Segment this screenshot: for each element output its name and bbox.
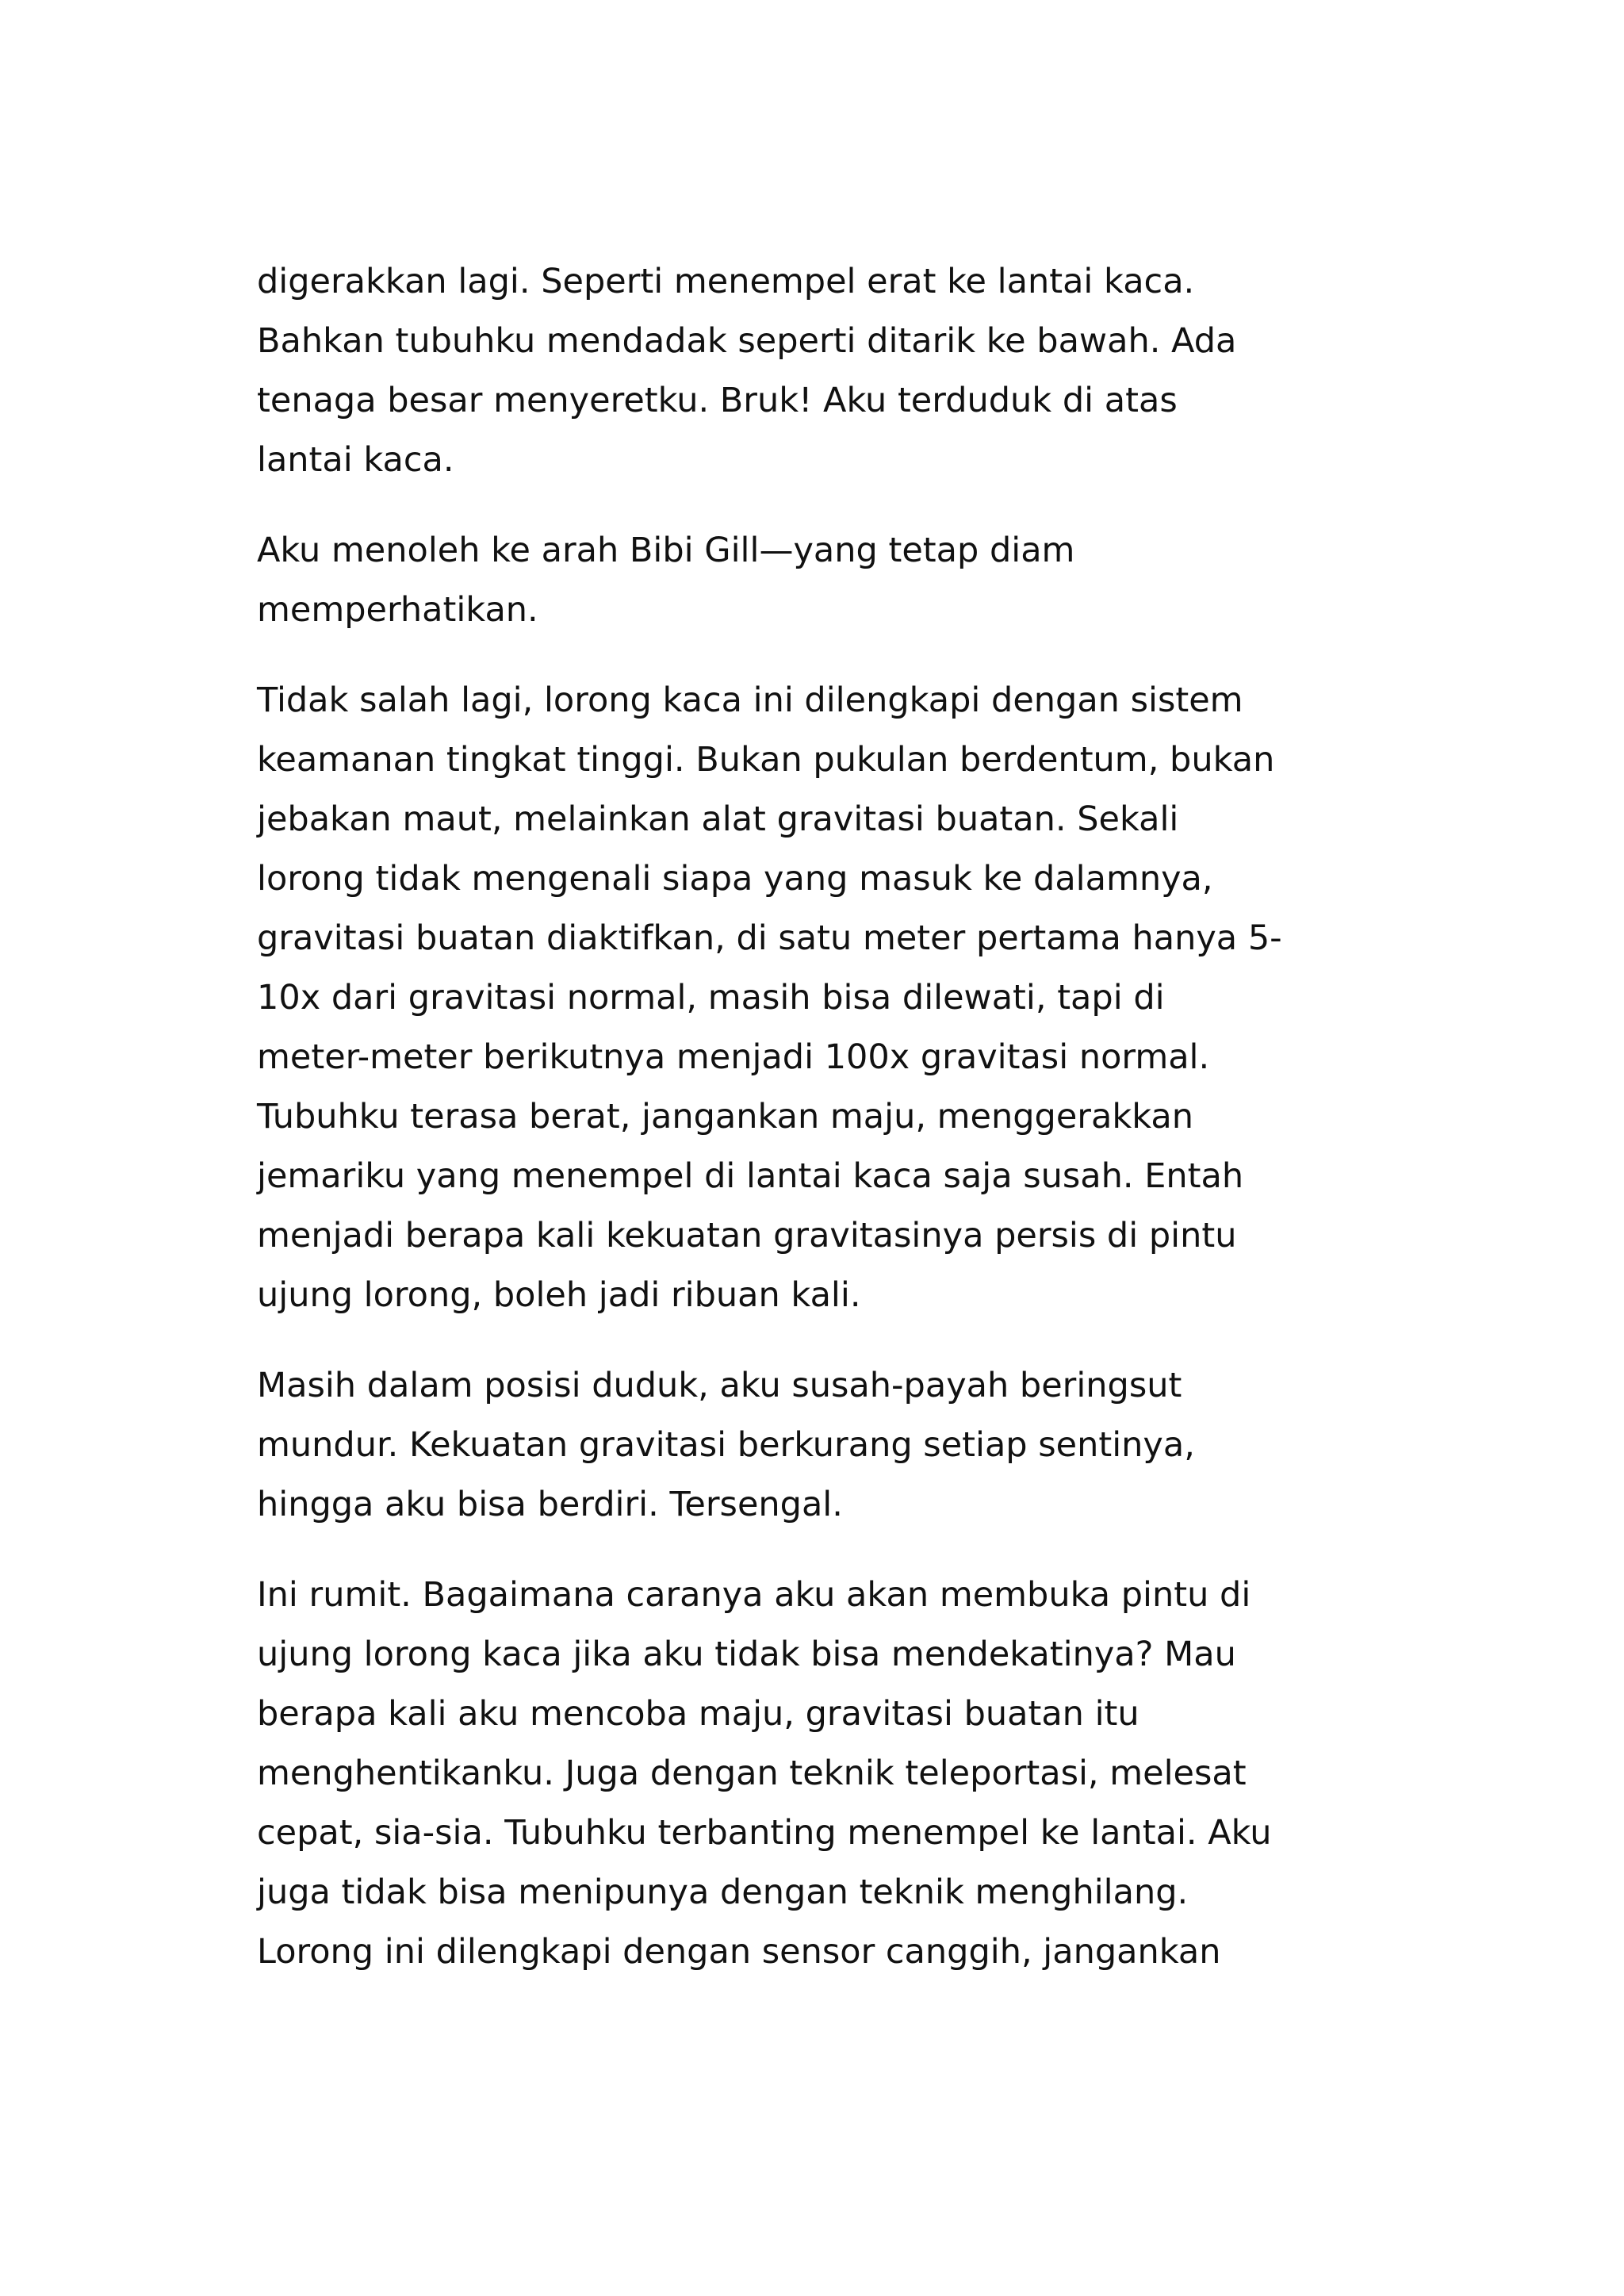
text-line: keamanan tingkat tinggi. Bukan pukulan berdentum, bukan <box>257 740 1275 780</box>
text-line: jemariku yang menempel di lantai kaca saja susah. Entah <box>257 1156 1244 1196</box>
text-line: juga tidak bisa menipunya dengan teknik menghilang. <box>257 1872 1189 1912</box>
paragraph-1 <box>257 252 1383 490</box>
text-line: berapa kali aku mencoba maju, gravitasi buatan itu <box>257 1694 1139 1734</box>
text-line: menghentikanku. Juga dengan teknik teleportasi, melesat <box>257 1754 1247 1793</box>
text-line: Ini rumit. Bagaimana caranya aku akan membuka pintu di <box>257 1575 1251 1615</box>
text-line: hingga aku bisa berdiri. Tersengal. <box>257 1485 843 1524</box>
text-line: gravitasi buatan diaktifkan, di satu meter pertama hanya 5- <box>257 918 1282 958</box>
text-line: Aku menoleh ke arah Bibi Gill—yang tetap diam <box>257 531 1075 570</box>
text-line: Bahkan tubuhku mendadak seperti ditarik ke bawah. Ada <box>257 321 1237 361</box>
text-line: meter-meter berikutnya menjadi 100x gravitasi normal. <box>257 1037 1210 1077</box>
text-line: cepat, sia-sia. Tubuhku terbanting menempel ke lantai. Aku <box>257 1813 1272 1853</box>
paragraph-3 <box>257 671 1383 1325</box>
body-text <box>257 252 1383 2013</box>
paragraph-5 <box>257 1566 1383 1982</box>
text-line: tenaga besar menyeretku. Bruk! Aku terduduk di atas <box>257 381 1178 420</box>
text-line: lorong tidak mengenali siapa yang masuk ke dalamnya, <box>257 859 1213 899</box>
paragraph-2 <box>257 521 1383 640</box>
text-line: ujung lorong, boleh jadi ribuan kali. <box>257 1275 861 1315</box>
text-line: menjadi berapa kali kekuatan gravitasinya persis di pintu <box>257 1216 1237 1255</box>
text-line: lantai kaca. <box>257 440 454 480</box>
text-line: mundur. Kekuatan gravitasi berkurang setiap sentinya, <box>257 1425 1195 1465</box>
text-line: Masih dalam posisi duduk, aku susah-payah beringsut <box>257 1366 1182 1405</box>
text-line: ujung lorong kaca jika aku tidak bisa mendekatinya? Mau <box>257 1635 1236 1674</box>
text-line: jebakan maut, melainkan alat gravitasi buatan. Sekali <box>257 799 1179 839</box>
text-line: Lorong ini dilengkapi dengan sensor canggih, jangankan <box>257 1932 1221 1972</box>
text-line: Tubuhku terasa berat, jangankan maju, menggerakkan <box>257 1097 1193 1137</box>
text-line: 10x dari gravitasi normal, masih bisa dilewati, tapi di <box>257 978 1165 1018</box>
text-line: digerakkan lagi. Seperti menempel erat ke lantai kaca. <box>257 262 1195 301</box>
text-line: Tidak salah lagi, lorong kaca ini dilengkapi dengan sistem <box>257 680 1243 720</box>
text-line: memperhatikan. <box>257 590 538 630</box>
paragraph-4 <box>257 1356 1383 1535</box>
